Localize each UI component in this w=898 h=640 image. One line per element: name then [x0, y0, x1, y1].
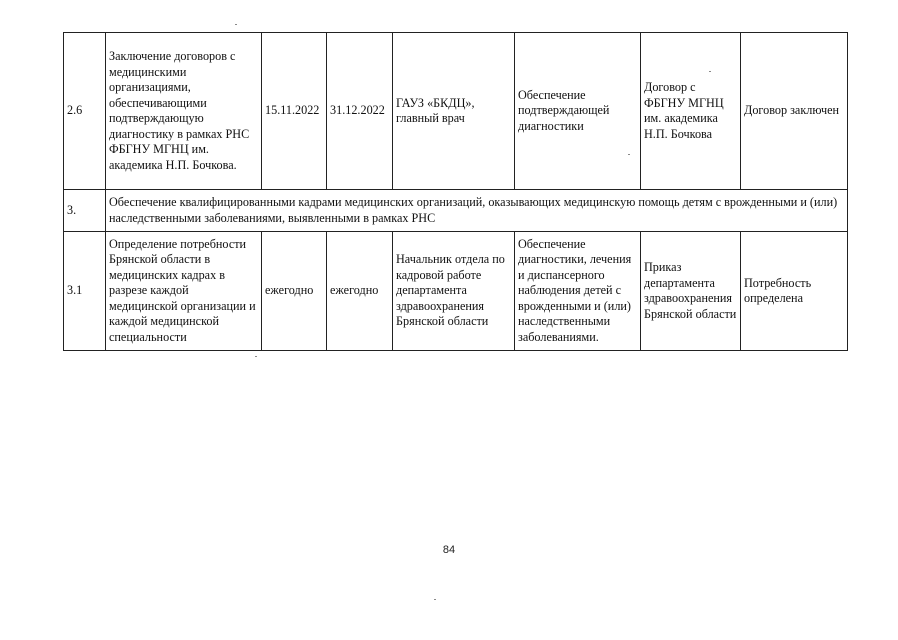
start-date-cell: ежегодно	[262, 232, 327, 351]
responsible-cell: Начальник отдела по кадровой работе департамента здравоохранения Брянской области	[393, 232, 515, 351]
status-cell: Договор заключен	[741, 33, 848, 190]
section-heading-cell: Обеспечение квалифицированными кадрами медицинских организаций, оказывающих медицинскую помощь детям с врожденными и (или) наследственными заболеваниями, выявленными в рамках РНС	[106, 190, 848, 232]
table-row-3-1	[64, 232, 848, 351]
end-date-cell: ежегодно	[327, 232, 393, 351]
scan-speck	[628, 154, 630, 155]
activity-cell: Заключение договоров с медицинскими организациями, обеспечивающими подтверждающую диагностику в рамках РНС ФБГНУ МГНЦ им. академика Н.П. Бочкова.	[106, 33, 262, 190]
table-row-section-3	[64, 190, 848, 232]
scan-speck	[235, 24, 237, 25]
table-row-2-6	[64, 33, 848, 190]
row-number: 3.	[64, 190, 106, 232]
row-number: 3.1	[64, 232, 106, 351]
end-date-cell: 31.12.2022	[327, 33, 393, 190]
result-document-cell: Приказ департамента здравоохранения Брянской области	[641, 232, 741, 351]
page-number: 84	[442, 544, 456, 556]
scan-speck	[709, 71, 711, 72]
goal-cell: Обеспечение подтверждающей диагностики	[515, 33, 641, 190]
status-cell: Потребность определена	[741, 232, 848, 351]
scan-speck	[434, 599, 436, 600]
result-document-cell: Договор с ФБГНУ МГНЦ им. академика Н.П. Бочкова	[641, 33, 741, 190]
activity-cell: Определение потребности Брянской области в медицинских кадрах в разрезе каждой медицинской организации и каждой медицинской специальности	[106, 232, 262, 351]
start-date-cell: 15.11.2022	[262, 33, 327, 190]
scan-speck	[255, 356, 257, 357]
row-number: 2.6	[64, 33, 106, 190]
goal-cell: Обеспечение диагностики, лечения и диспансерного наблюдения детей с врожденными и (или) наследственными заболеваниями.	[515, 232, 641, 351]
plan-table	[63, 32, 848, 351]
responsible-cell: ГАУЗ «БКДЦ», главный врач	[393, 33, 515, 190]
